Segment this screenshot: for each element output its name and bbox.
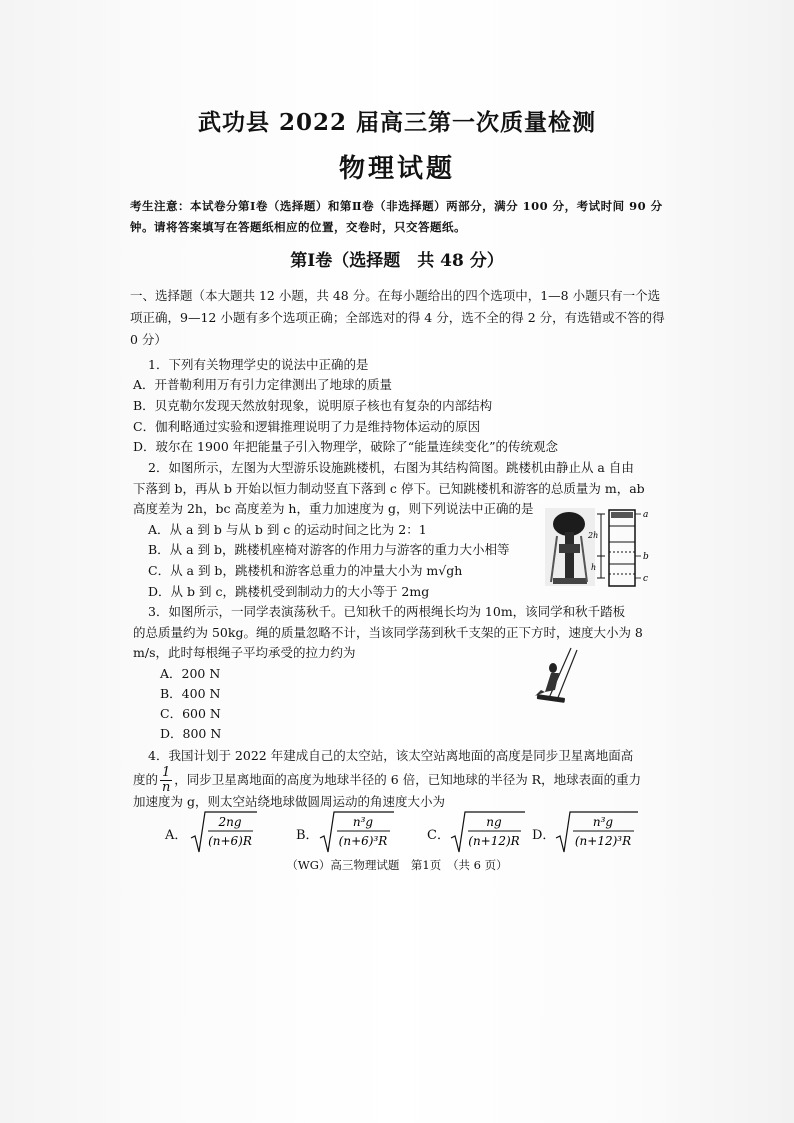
label-b: b	[643, 552, 649, 562]
q4-b-den: (n+6)³R	[338, 834, 388, 848]
q4-fraction	[160, 766, 172, 795]
q4-stem-line2-start: 度的	[133, 772, 159, 787]
exam-title: 武功县 2022 届高三第一次质量检测	[197, 109, 597, 136]
candidate-notice: 考生注意：本试卷分第Ⅰ卷（选择题）和第Ⅱ卷（非选择题）两部分，满分 100 分，考试时间 90 分钟。请将答案填写在答题纸相应的位置，交卷时，只交答题纸。	[130, 199, 663, 234]
label-2h: 2h	[588, 531, 599, 540]
drop-tower-diagram	[587, 506, 655, 590]
section-title: 第Ⅰ卷（选择题 共 48 分）	[290, 251, 504, 271]
label-c: c	[643, 574, 649, 584]
q1-option-d: D．玻尔在 1900 年把能量子引入物理学，破除了“能量连续变化”的传统观念	[133, 439, 559, 454]
q4-option-b-label: B．	[296, 828, 319, 843]
q4-stem-line2-end: ，同步卫星离地面的高度为地球半径的 6 倍，已知地球的半径为 R，地球表面的重力	[174, 772, 642, 787]
q3-option-a: A．200 N	[160, 666, 221, 681]
q4-c-num: ng	[486, 815, 502, 829]
q4-b-num: n³g	[352, 815, 374, 829]
q1-option-b: B．贝克勒尔发现天然放射现象，说明原子核也有复杂的内部结构	[133, 398, 493, 413]
q2-stem-line1: 2．如图所示，左图为大型游乐设施跳楼机，右图为其结构简图。跳楼机由静止从 a 自由	[148, 460, 634, 475]
label-h: h	[591, 563, 597, 572]
q4-option-d-label: D．	[532, 828, 556, 843]
q4-stem-line3: 加速度为 g，则太空站绕地球做圆周运动的角速度大小为	[133, 794, 445, 809]
q1-option-c: C．伽利略通过实验和逻辑推理说明了力是维持物体运动的原因	[133, 419, 481, 434]
q4-option-a-label: A．	[165, 828, 188, 843]
subject-title: 物理试题	[338, 154, 455, 184]
q4-option-c-label: C．	[427, 828, 450, 843]
q4-d-num: n³g	[592, 815, 614, 829]
sqrt-icon	[449, 810, 527, 854]
q4-d-den: (n+12)³R	[574, 834, 632, 848]
q2-option-b: B．从 a 到 b，跳楼机座椅对游客的作用力与游客的重力大小相等	[148, 542, 510, 557]
q2-stem-line3: 高度差为 2h，bc 高度差为 h，重力加速度为 g，则下列说法中正确的是	[133, 501, 534, 516]
label-a: a	[643, 510, 649, 520]
q4-stem-line2	[133, 766, 641, 795]
page-footer: （WG）高三物理试题 第1页 （共 6 页）	[286, 858, 508, 872]
q2-option-d: D．从 b 到 c，跳楼机受到制动力的大小等于 2mg	[148, 584, 430, 599]
q1-stem: 1．下列有关物理学史的说法中正确的是	[148, 357, 369, 372]
q2-option-a: A．从 a 到 b 与从 b 到 c 的运动时间之比为 2：1	[148, 522, 427, 537]
q2-option-c: C．从 a 到 b，跳楼机和游客总重力的冲量大小为 m√gh	[148, 563, 463, 578]
q2-stem-line2: 下落到 b，再从 b 开始以恒力制动竖直下落到 c 停下。已知跳楼机和游客的总质量为 m，ab	[133, 481, 645, 496]
q3-stem-line1: 3．如图所示，一同学表演荡秋千。已知秋千的两根绳长均为 10m，该同学和秋千踏板	[148, 604, 626, 619]
swing-figure	[525, 646, 585, 708]
q3-stem-line2: 的总质量约为 50kg。绳的质量忽略不计，当该同学荡到秋千支架的正下方时，速度大小为 8	[133, 625, 643, 640]
sqrt-icon	[554, 810, 640, 854]
section-instructions: 一、选择题（本大题共 12 小题，共 48 分。在每小题给出的四个选项中，1—8 小题只有一个选项正确，9—12 小题有多个选项正确；全部选对的得 4 分，选不全的得 2 分，有选错或不答的得 0 分）	[130, 288, 665, 347]
q1-option-a: A．开普勒利用万有引力定律测出了地球的质量	[133, 377, 393, 392]
q4-c-den: (n+12)R	[468, 834, 520, 848]
q4-a-den: (n+6)R	[208, 834, 252, 848]
q4-stem-line1: 4．我国计划于 2022 年建成自己的太空站，该太空站离地面的高度是同步卫星离地面高	[148, 748, 634, 763]
q4-a-num: 2ng	[218, 815, 242, 829]
sqrt-icon	[189, 810, 259, 854]
q3-option-b: B．400 N	[160, 686, 221, 701]
q4-fraction-num: 1	[162, 765, 171, 780]
q3-stem-line3: m/s，此时每根绳子平均承受的拉力约为	[133, 645, 356, 660]
q4-fraction-den: n	[161, 780, 171, 795]
q3-option-d: D．800 N	[160, 726, 222, 741]
q3-option-c: C．600 N	[160, 706, 221, 721]
sqrt-icon	[318, 810, 396, 854]
